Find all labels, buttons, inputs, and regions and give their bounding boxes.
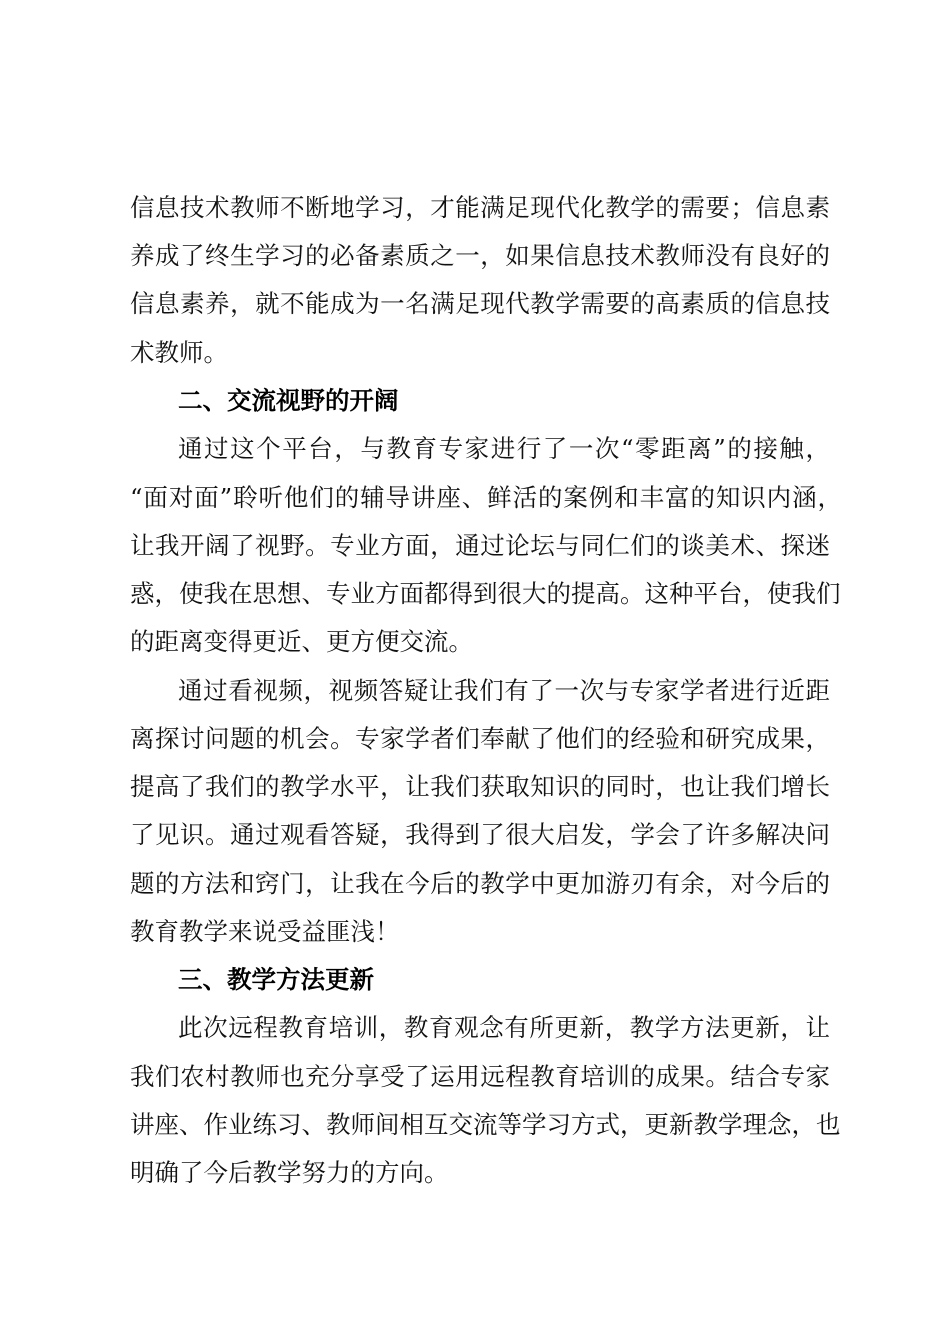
paragraph-line: 离探讨问题的机会。专家学者们奉献了他们的经验和研究成果，: [130, 724, 830, 753]
section-heading: 二、交流视野的开阔: [178, 386, 399, 415]
paragraph-line: 通过看视频，视频答疑让我们有了一次与专家学者进行近距: [178, 676, 830, 705]
section-heading: 三、教学方法更新: [178, 965, 374, 994]
paragraph-line: 题的方法和窍门，让我在今后的教学中更加游刃有余，对今后的: [130, 869, 830, 898]
paragraph-line: 信息技术教师不断地学习，才能满足现代化教学的需要；信息素: [130, 193, 830, 222]
paragraph-line: 讲座、作业练习、教师间相互交流等学习方式，更新教学理念，也: [130, 1110, 841, 1139]
paragraph-line: 让我开阔了视野。专业方面，通过论坛与同仁们的谈美术、探迷: [130, 531, 830, 560]
paragraph-line: “面对面”聆听他们的辅导讲座、鲜活的案例和丰富的知识内涵，: [130, 483, 842, 512]
paragraph-line: 的距离变得更近、更方便交流。: [130, 627, 473, 656]
paragraph-line: 术教师。: [130, 338, 228, 367]
paragraph-line: 惑，使我在思想、专业方面都得到很大的提高。这种平台，使我们: [130, 579, 841, 608]
paragraph-line: 教育教学来说受益匪浅！: [130, 917, 400, 946]
paragraph-line: 信息素养，就不能成为一名满足现代教学需要的高素质的信息技: [130, 289, 830, 318]
paragraph-line: 了见识。通过观看答疑，我得到了很大启发，学会了许多解决问: [130, 820, 830, 849]
paragraph-line: 明确了今后教学努力的方向。: [130, 1158, 449, 1187]
paragraph-line: 此次远程教育培训，教育观念有所更新，教学方法更新，让: [178, 1013, 830, 1042]
paragraph-line: 提高了我们的教学水平，让我们获取知识的同时，也让我们增长: [130, 772, 830, 801]
paragraph-line: 我们农村教师也充分享受了运用远程教育培训的成果。结合专家: [130, 1062, 830, 1091]
paragraph-line: 通过这个平台，与教育专家进行了一次“零距离”的接触，: [178, 434, 830, 463]
paragraph-line: 养成了终生学习的必备素质之一，如果信息技术教师没有良好的: [130, 241, 830, 270]
